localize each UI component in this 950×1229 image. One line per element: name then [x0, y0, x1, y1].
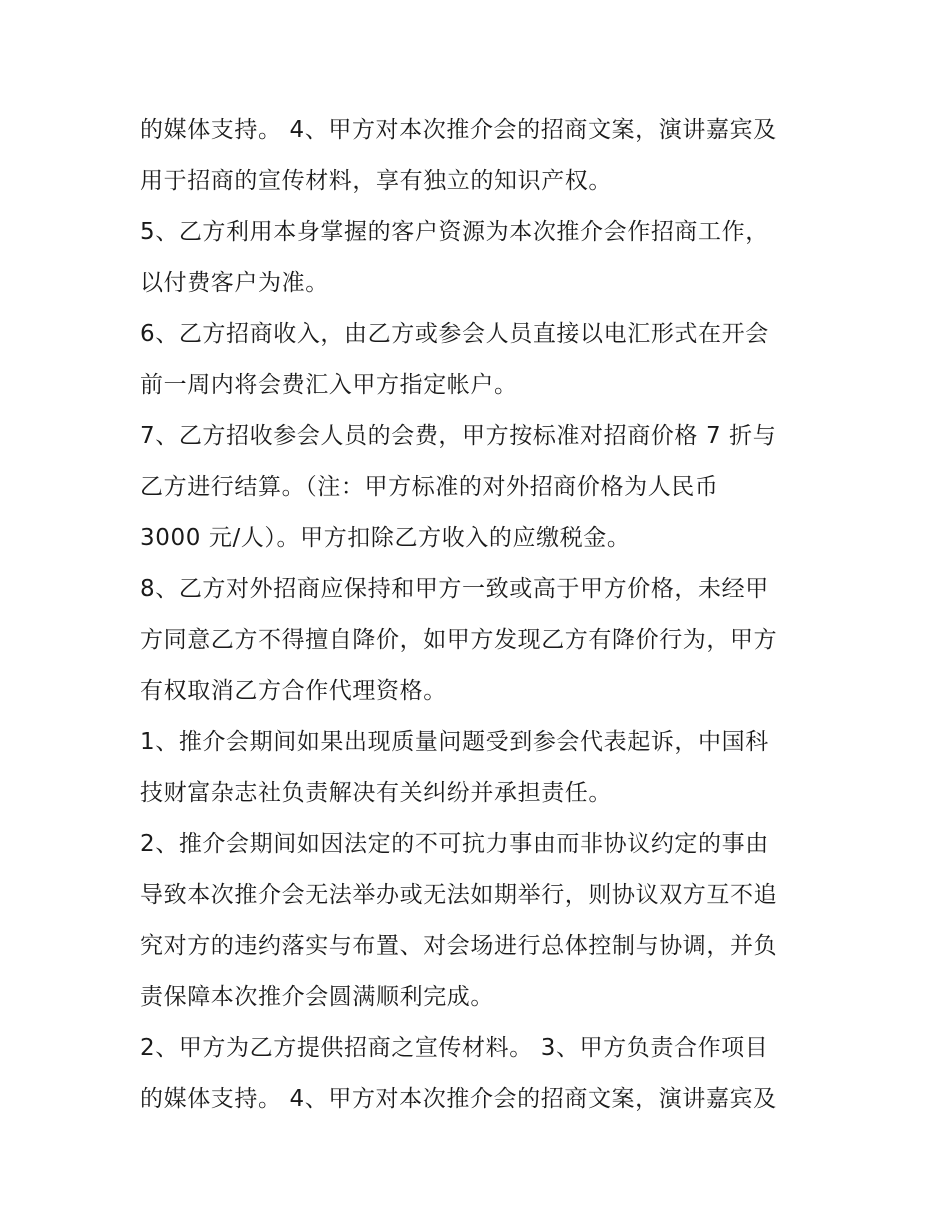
text-line: 技财富杂志社负责解决有关纠纷并承担责任。 [140, 780, 612, 806]
text-line: 6、乙方招商收入，由乙方或参会人员直接以电汇形式在开会 [140, 321, 769, 347]
text-line: 8、乙方对外招商应保持和甲方一致或高于甲方价格，未经甲 [140, 576, 769, 602]
text-line: 的媒体支持。 4、甲方对本次推介会的招商文案，演讲嘉宾及 [140, 117, 777, 143]
text-line: 用于招商的宣传材料，享有独立的知识产权。 [140, 168, 612, 194]
text-line: 3000 元/人）。甲方扣除乙方收入的应缴税金。 [140, 525, 631, 551]
text-line: 究对方的违约落实与布置、对会场进行总体控制与协调，并负 [140, 933, 778, 959]
text-line: 1、推介会期间如果出现质量问题受到参会代表起诉，中国科 [140, 729, 769, 755]
text-line: 责保障本次推介会圆满顺利完成。 [140, 984, 494, 1010]
text-line: 方同意乙方不得擅自降价，如甲方发现乙方有降价行为，甲方 [140, 627, 778, 653]
text-line: 导致本次推介会无法举办或无法如期举行，则协议双方互不追 [140, 882, 778, 908]
text-line: 有权取消乙方合作代理资格。 [140, 678, 447, 704]
text-line: 前一周内将会费汇入甲方指定帐户。 [140, 372, 518, 398]
text-line: 乙方进行结算。（注：甲方标准的对外招商价格为人民币 [140, 474, 719, 500]
text-line: 7、乙方招收参会人员的会费，甲方按标准对招商价格 7 折与 [140, 423, 777, 449]
text-line: 2、推介会期间如因法定的不可抗力事由而非协议约定的事由 [140, 831, 769, 857]
text-line: 5、乙方利用本身掌握的客户资源为本次推介会作招商工作， [140, 219, 769, 245]
text-line: 以付费客户为准。 [140, 270, 329, 296]
document-body [140, 105, 820, 1125]
text-line: 2、甲方为乙方提供招商之宣传材料。 3、甲方负责合作项目 [140, 1035, 769, 1061]
text-line: 的媒体支持。 4、甲方对本次推介会的招商文案，演讲嘉宾及 [140, 1086, 777, 1112]
